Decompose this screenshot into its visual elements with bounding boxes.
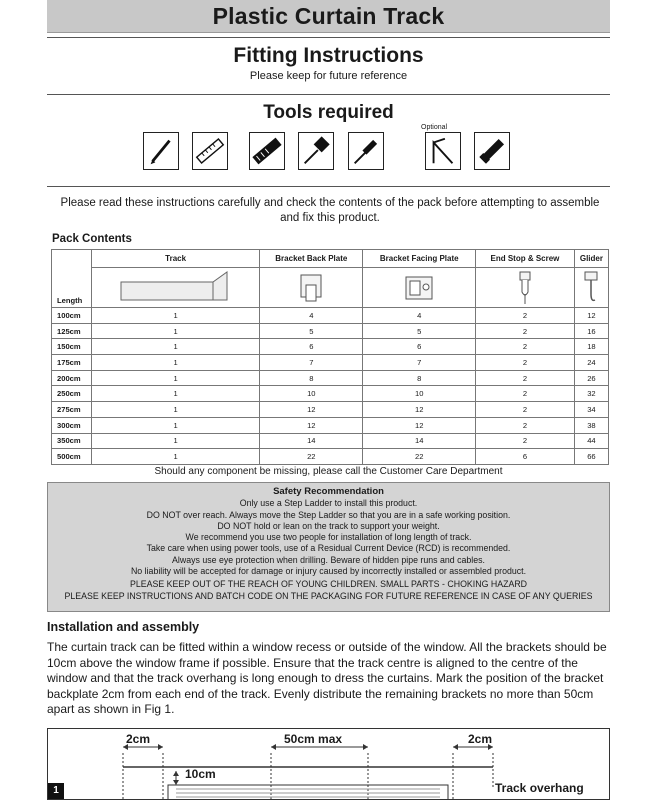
- length-cell: 150cm: [52, 339, 92, 355]
- divider: [47, 186, 610, 187]
- table-row: [52, 308, 609, 324]
- length-cell: 250cm: [52, 386, 92, 402]
- safety-box: [47, 482, 610, 612]
- fitting-subtitle: Please keep for future reference: [249, 70, 408, 82]
- table-row: [52, 323, 609, 339]
- safety-line: DO NOT hold or lean on the track to support your weight.: [217, 520, 440, 531]
- pack-contents-table: [51, 249, 609, 465]
- figure-label-middle: 50cm max: [284, 732, 343, 746]
- length-cell: 100cm: [52, 308, 92, 324]
- figure-label-left: 2cm: [126, 732, 151, 746]
- figure-number: 1: [48, 783, 64, 799]
- document-title: Plastic Curtain Track: [212, 2, 445, 29]
- quantity-cell: 22: [260, 449, 363, 465]
- quantity-cell: 2: [476, 323, 575, 339]
- length-label: Length: [57, 296, 83, 305]
- hacksaw-icon: [474, 132, 510, 170]
- quantity-cell: 7: [363, 355, 476, 371]
- table-row: [52, 433, 609, 449]
- quantity-cell: 2: [476, 433, 575, 449]
- step-ladder-icon: [425, 132, 461, 170]
- quantity-cell: 10: [363, 386, 476, 402]
- quantity-cell: 1: [92, 386, 260, 402]
- quantity-cell: 44: [574, 433, 608, 449]
- safety-line: Always use eye protection when drilling. Beware of hidden pipe runs and cables.: [172, 554, 485, 565]
- quantity-cell: 8: [260, 370, 363, 386]
- quantity-cell: 24: [574, 355, 608, 371]
- quantity-cell: 34: [574, 402, 608, 418]
- quantity-cell: 5: [260, 323, 363, 339]
- quantity-cell: 1: [92, 308, 260, 324]
- fitting-title: Fitting Instructions: [233, 44, 424, 67]
- divider: [47, 37, 610, 38]
- quantity-cell: 14: [260, 433, 363, 449]
- figure-label-height: 10cm: [185, 767, 216, 781]
- length-cell: 300cm: [52, 417, 92, 433]
- quantity-cell: 22: [363, 449, 476, 465]
- safety-line: We recommend you use two people for installation of long length of track.: [185, 532, 472, 543]
- spirit-level-icon: [192, 132, 228, 170]
- quantity-cell: 18: [574, 339, 608, 355]
- quantity-cell: 4: [363, 308, 476, 324]
- safety-line: No liability will be accepted for damage or injury caused by incorrectly installed or assembled product.: [130, 566, 527, 577]
- quantity-cell: 1: [92, 417, 260, 433]
- safety-warning: PLEASE KEEP INSTRUCTIONS AND BATCH CODE ON THE PACKAGING FOR FUTURE REFERENCE IN CASE OF ANY QUERIES: [64, 590, 593, 601]
- table-row: [52, 402, 609, 418]
- pack-contents-title: Pack Contents: [52, 233, 132, 245]
- safety-line: Only use a Step Ladder to install this product.: [239, 498, 418, 509]
- table-header-row: [52, 250, 609, 268]
- length-cell: 200cm: [52, 370, 92, 386]
- length-header: [52, 250, 92, 308]
- divider: [47, 94, 610, 95]
- track-image: [92, 268, 260, 308]
- column-header: End Stop & Screw: [476, 250, 575, 268]
- length-cell: 350cm: [52, 433, 92, 449]
- glider-image: [574, 268, 608, 308]
- quantity-cell: 2: [476, 402, 575, 418]
- installation-body: The curtain track can be fitted within a window recess or outside of the window. All the brackets should be 10cm above the window frame if possible. Ensure that the track centre is aligned to the centre of the window and that the track overhang is long enough to dress the curtains. Mark the position of the bracket backplate 2cm from each end of the track. Evenly distribute the remaining brackets no more than 50cm apart as shown in Fig 1.: [47, 640, 607, 717]
- quantity-cell: 14: [363, 433, 476, 449]
- figure-label-overhang: Track overhang: [495, 781, 584, 795]
- quantity-cell: 12: [260, 417, 363, 433]
- quantity-cell: 12: [363, 402, 476, 418]
- optional-label: Optional: [421, 124, 448, 131]
- title-bar: [47, 0, 610, 33]
- screwdriver-icon: [348, 132, 384, 170]
- end-stop-screw-image: [476, 268, 575, 308]
- table-row: [52, 449, 609, 465]
- safety-title: Safety Recommendation: [273, 486, 384, 497]
- quantity-cell: 38: [574, 417, 608, 433]
- quantity-cell: 6: [476, 449, 575, 465]
- column-header: Bracket Facing Plate: [363, 250, 476, 268]
- quantity-cell: 7: [260, 355, 363, 371]
- length-cell: 275cm: [52, 402, 92, 418]
- tape-measure-icon: [249, 132, 285, 170]
- quantity-cell: 1: [92, 323, 260, 339]
- figure-label-right: 2cm: [468, 732, 493, 746]
- quantity-cell: 1: [92, 433, 260, 449]
- bracket-facing-plate-image: [363, 268, 476, 308]
- intro-text: Please read these instructions carefully and check the contents of the pack before attempting to assemble and fix this product.: [60, 197, 600, 224]
- quantity-cell: 1: [92, 355, 260, 371]
- quantity-cell: 6: [363, 339, 476, 355]
- quantity-cell: 12: [363, 417, 476, 433]
- safety-warning: PLEASE KEEP OUT OF THE REACH OF YOUNG CHILDREN. SMALL PARTS - CHOKING HAZARD: [129, 579, 528, 590]
- quantity-cell: 26: [574, 370, 608, 386]
- quantity-cell: 12: [574, 308, 608, 324]
- table-row: [52, 386, 609, 402]
- missing-note: Should any component be missing, please call the Customer Care Department: [154, 466, 503, 477]
- table-row: [52, 370, 609, 386]
- quantity-cell: 10: [260, 386, 363, 402]
- quantity-cell: 1: [92, 449, 260, 465]
- quantity-cell: 2: [476, 417, 575, 433]
- quantity-cell: 2: [476, 386, 575, 402]
- table-row: [52, 339, 609, 355]
- column-header: Glider: [574, 250, 608, 268]
- pencil-icon: [143, 132, 179, 170]
- tools-title: Tools required: [263, 102, 394, 123]
- length-cell: 125cm: [52, 323, 92, 339]
- quantity-cell: 5: [363, 323, 476, 339]
- component-images-row: [52, 268, 609, 308]
- table-row: [52, 355, 609, 371]
- quantity-cell: 66: [574, 449, 608, 465]
- length-cell: 175cm: [52, 355, 92, 371]
- quantity-cell: 6: [260, 339, 363, 355]
- quantity-cell: 32: [574, 386, 608, 402]
- quantity-cell: 1: [92, 339, 260, 355]
- quantity-cell: 2: [476, 339, 575, 355]
- quantity-cell: 16: [574, 323, 608, 339]
- table-row: [52, 417, 609, 433]
- quantity-cell: 2: [476, 355, 575, 371]
- quantity-cell: 2: [476, 308, 575, 324]
- quantity-cell: 1: [92, 370, 260, 386]
- installation-title: Installation and assembly: [47, 620, 200, 634]
- safety-line: DO NOT over reach. Always move the Step Ladder so that you are in a safe working position.: [146, 509, 511, 520]
- pack-rows: [52, 308, 609, 465]
- drill-icon: [298, 132, 334, 170]
- quantity-cell: 1: [92, 402, 260, 418]
- column-header: Bracket Back Plate: [260, 250, 363, 268]
- quantity-cell: 2: [476, 370, 575, 386]
- length-cell: 500cm: [52, 449, 92, 465]
- safety-line: Take care when using power tools, use of a Residual Current Device (RCD) is recommended.: [146, 543, 511, 554]
- quantity-cell: 12: [260, 402, 363, 418]
- tools-row: [0, 132, 662, 172]
- figure-1: [47, 728, 610, 800]
- column-header: Track: [92, 250, 260, 268]
- quantity-cell: 4: [260, 308, 363, 324]
- bracket-back-plate-image: [260, 268, 363, 308]
- quantity-cell: 8: [363, 370, 476, 386]
